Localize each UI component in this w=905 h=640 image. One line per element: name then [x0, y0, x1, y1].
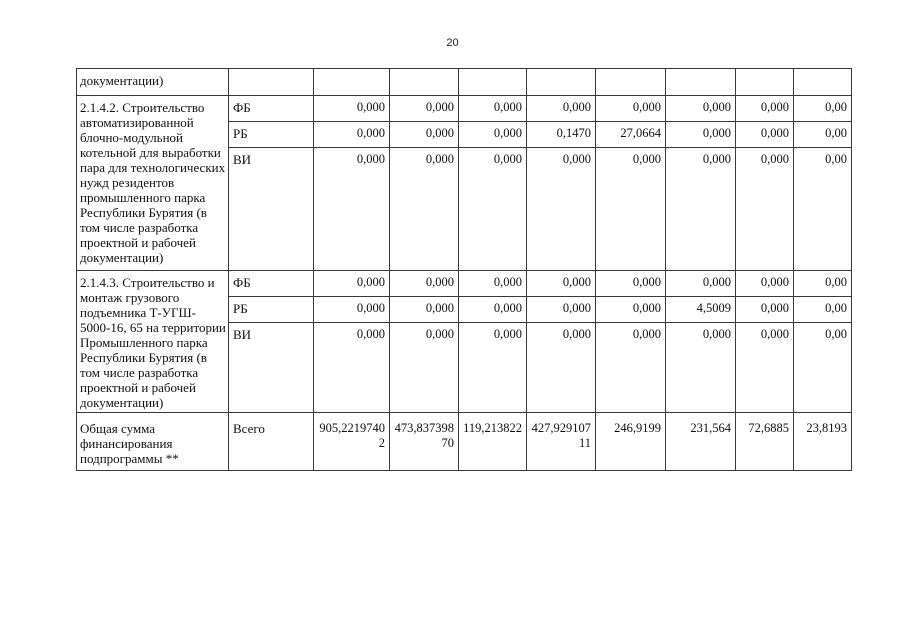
- value-cell: 0,000: [390, 323, 459, 413]
- value-cell: 0,1470: [527, 122, 596, 148]
- value-cell: 0,000: [666, 148, 736, 271]
- value-cell: 4,5009: [666, 297, 736, 323]
- value-cell: [794, 69, 852, 96]
- total-row: [77, 413, 852, 471]
- value-cell: [736, 69, 794, 96]
- value-cell: 0,000: [314, 271, 390, 297]
- value-cell: 0,000: [459, 96, 527, 122]
- value-cell: 0,000: [596, 271, 666, 297]
- value-cell: 0,000: [736, 297, 794, 323]
- activity-name-line: проектной и рабочей: [80, 235, 196, 250]
- value-cell: 0,000: [459, 323, 527, 413]
- value-cell: 0,000: [459, 148, 527, 271]
- value-cell: 0,000: [666, 122, 736, 148]
- total-value-cell: 23,8193: [794, 413, 852, 471]
- total-value-cell: 72,6885: [736, 413, 794, 471]
- activity-name-line: том числе разработка: [80, 365, 199, 380]
- total-value-cell: 246,9199: [596, 413, 666, 471]
- value-cell: 0,000: [314, 297, 390, 323]
- value-cell: 0,000: [527, 96, 596, 122]
- value-cell: 0,000: [459, 271, 527, 297]
- value-cell: 0,000: [314, 122, 390, 148]
- value-cell: 0,000: [736, 122, 794, 148]
- activity-name-line: нужд резидентов: [80, 175, 175, 190]
- value-cell: 0,000: [666, 271, 736, 297]
- value-cell: 0,000: [390, 297, 459, 323]
- funding-source-cell: РБ: [229, 122, 314, 148]
- value-cell: 0,000: [666, 96, 736, 122]
- activity-name-line: промышленного парка: [80, 190, 206, 205]
- table-row: [77, 69, 852, 96]
- activity-name-line: Промышленного парка: [80, 335, 208, 350]
- activity-name-line: подъемника Т-УГШ-: [80, 305, 196, 320]
- funding-source-cell: РБ: [229, 297, 314, 323]
- activity-name-line: котельной для выработки: [80, 145, 221, 160]
- value-cell: 0,000: [736, 148, 794, 271]
- activity-name-line: проектной и рабочей: [80, 380, 196, 395]
- activity-name-line: 2.1.4.2. Строительство: [80, 100, 205, 115]
- page-number: 20: [446, 37, 459, 49]
- value-cell: 0,000: [736, 96, 794, 122]
- activity-name-line: 2.1.4.3. Строительство и: [80, 275, 215, 290]
- value-cell: 0,000: [459, 297, 527, 323]
- activity-name-line: документации): [80, 73, 164, 88]
- activity-name-line: автоматизированной: [80, 115, 194, 130]
- value-cell: 0,000: [527, 297, 596, 323]
- financing-table: [76, 68, 852, 471]
- funding-source-cell: [229, 69, 314, 96]
- activity-name-line: документации): [80, 250, 164, 265]
- value-cell: 0,000: [390, 122, 459, 148]
- value-cell: 0,000: [736, 271, 794, 297]
- value-cell: 0,000: [596, 148, 666, 271]
- value-cell: [459, 69, 527, 96]
- funding-source-cell: ФБ: [229, 96, 314, 122]
- total-name-line: подпрограммы **: [80, 451, 179, 466]
- funding-source-cell: ВИ: [229, 323, 314, 413]
- value-cell: 0,000: [596, 297, 666, 323]
- value-cell: 0,00: [794, 122, 852, 148]
- total-value-cell: 473,83739870: [390, 413, 459, 471]
- activity-name-line: том числе разработка: [80, 220, 199, 235]
- activity-name-cell: [77, 96, 229, 271]
- total-name-line: Общая сумма: [80, 421, 156, 436]
- activity-name-line: Республики Бурятия (в: [80, 205, 207, 220]
- activity-name-line: 5000-16, 65 на территории: [80, 320, 226, 335]
- total-source-cell: Всего: [229, 413, 314, 471]
- value-cell: [596, 69, 666, 96]
- value-cell: 0,000: [390, 96, 459, 122]
- value-cell: 0,000: [390, 148, 459, 271]
- value-cell: 0,000: [459, 122, 527, 148]
- value-cell: 27,0664: [596, 122, 666, 148]
- value-cell: [390, 69, 459, 96]
- value-cell: 0,000: [736, 323, 794, 413]
- activity-name-line: монтаж грузового: [80, 290, 180, 305]
- value-cell: 0,000: [596, 96, 666, 122]
- funding-source-cell: ВИ: [229, 148, 314, 271]
- value-cell: [314, 69, 390, 96]
- value-cell: 0,000: [527, 323, 596, 413]
- value-cell: 0,00: [794, 323, 852, 413]
- table-row: [77, 96, 852, 122]
- value-cell: 0,000: [314, 148, 390, 271]
- funding-source-cell: ФБ: [229, 271, 314, 297]
- value-cell: 0,00: [794, 96, 852, 122]
- total-value-cell: 905,22197402: [314, 413, 390, 471]
- value-cell: 0,000: [596, 323, 666, 413]
- activity-name-line: документации): [80, 395, 164, 410]
- value-cell: 0,000: [390, 271, 459, 297]
- value-cell: 0,00: [794, 271, 852, 297]
- activity-name-line: пара для технологических: [80, 160, 226, 175]
- value-cell: 0,000: [527, 148, 596, 271]
- activity-name-cell: [77, 69, 229, 96]
- total-value-cell: 119,213822: [459, 413, 527, 471]
- activity-name-cell: [77, 271, 229, 413]
- value-cell: 0,00: [794, 297, 852, 323]
- total-value-cell: 427,92910711: [527, 413, 596, 471]
- value-cell: [527, 69, 596, 96]
- total-name-line: финансирования: [80, 436, 173, 451]
- value-cell: 0,000: [666, 323, 736, 413]
- value-cell: 0,000: [314, 96, 390, 122]
- value-cell: 0,000: [314, 323, 390, 413]
- activity-name-line: Республики Бурятия (в: [80, 350, 207, 365]
- table-row: [77, 271, 852, 297]
- value-cell: [666, 69, 736, 96]
- total-name-cell: [77, 413, 229, 471]
- value-cell: 0,00: [794, 148, 852, 271]
- activity-name-line: блочно-модульной: [80, 130, 183, 145]
- value-cell: 0,000: [527, 271, 596, 297]
- total-value-cell: 231,564: [666, 413, 736, 471]
